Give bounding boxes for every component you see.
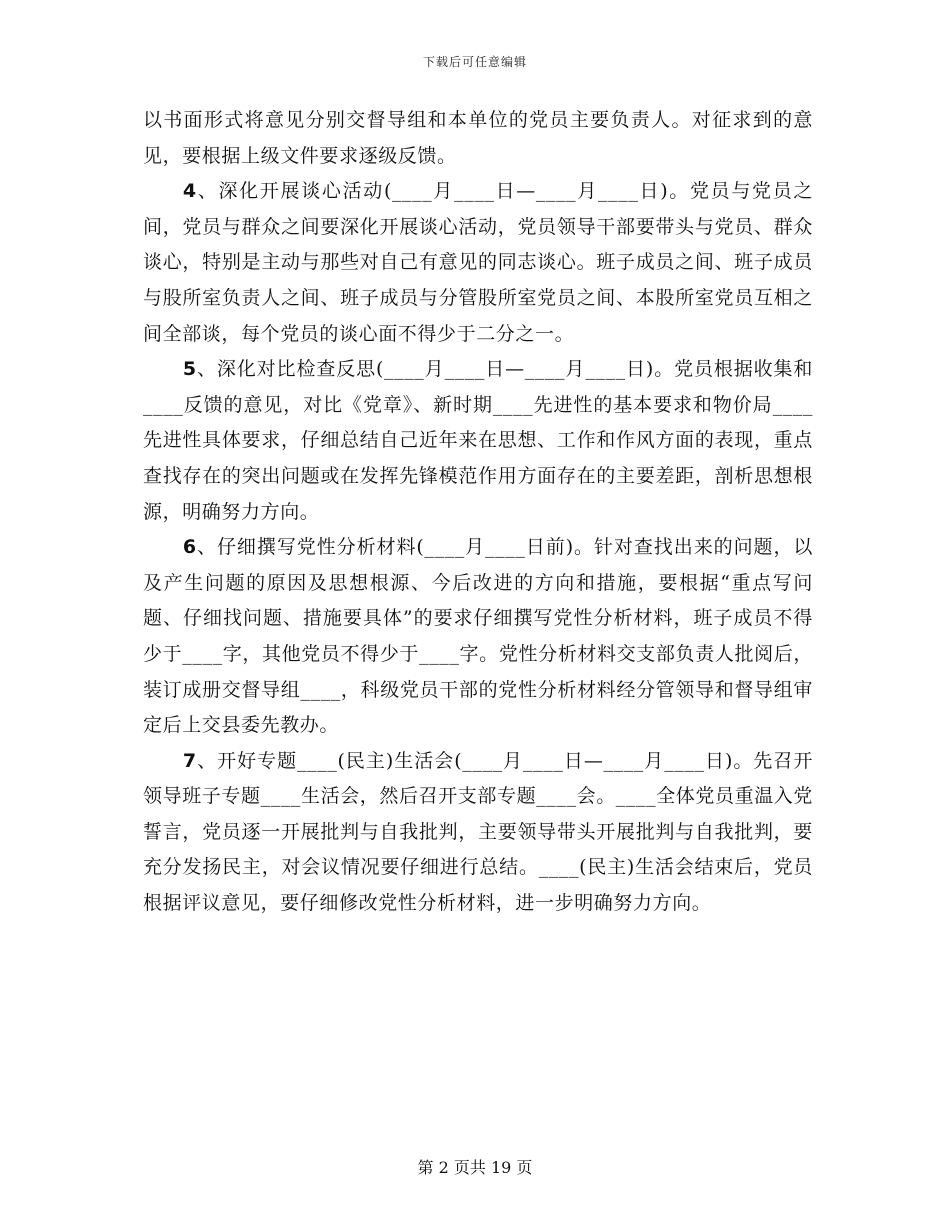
page-number: 第 2 页共 19 页 bbox=[417, 1158, 533, 1177]
paragraph-item-4 bbox=[143, 174, 813, 352]
paragraph-text: 、深化对比检查反思(____月____日—____月____日)。党员根据收集和____反馈的意见，对比《党章》、新时期____先进性的基本要求和物价局____先进性具体要求，仔细总结自己近年来在思想、工作和作风方面的表现，重点查找存在的突出问题或在发挥先锋模范作用方面存在的主要差距，剖析思想根源，明确努力方向。 bbox=[143, 358, 813, 523]
paragraph-item-6 bbox=[143, 530, 813, 744]
item-number: 4 bbox=[182, 180, 197, 203]
document-body bbox=[143, 103, 813, 922]
paragraph-text: 、开好专题____(民主)生活会(____月____日—____月____日)。先召开领导班子专题____生活会，然后召开支部专题____会。____全体党员重温入党誓言，党员逐一开展批判与自我批判，主要领导带头开展批判与自我批判，要充分发扬民主，对会议情况要仔细进行总结。____(民主)生活会结束后，党员根据评议意见，要仔细修改党性分析材料，进一步明确努力方向。 bbox=[143, 749, 814, 915]
paragraph-item-5 bbox=[143, 352, 813, 530]
page-header: 下载后可任意编辑 bbox=[422, 55, 527, 69]
item-number: 5 bbox=[182, 358, 197, 381]
paragraph-item-7 bbox=[143, 744, 813, 922]
paragraph-text: 、深化开展谈心活动(____月____日—____月____日)。党员与党员之间，党员与群众之间要深化开展谈心活动，党员领导干部要带头与党员、群众谈心，特别是主动与那些对自己有意见的同志谈心。班子成员之间、班子成员与股所室负责人之间、班子成员与分管股所室党员之间、本股所室党员互相之间全部谈，每个党员的谈心面不得少于二分之一。 bbox=[143, 180, 813, 345]
paragraph-text: 、仔细撰写党性分析材料(____月____日前)。针对查找出来的问题，以及产生问题的原因及思想根源、今后改进的方向和措施，要根据“重点写问题、仔细找问题、措施要具体”的要求仔细撰写党性分析材料，班子成员不得少于____字，其他党员不得少于____字。党性分析材料交支部负责人批阅后，装订成册交督导组____，科级党员干部的党性分析材料经分管领导和督导组审定后上交县委先教办。 bbox=[143, 536, 813, 737]
item-number: 6 bbox=[182, 536, 197, 559]
item-number: 7 bbox=[182, 749, 197, 772]
paragraph-text: 以书面形式将意见分别交督导组和本单位的党员主要负责人。对征求到的意见，要根据上级文件要求逐级反馈。 bbox=[143, 109, 813, 167]
paragraph-continuation bbox=[143, 103, 813, 174]
